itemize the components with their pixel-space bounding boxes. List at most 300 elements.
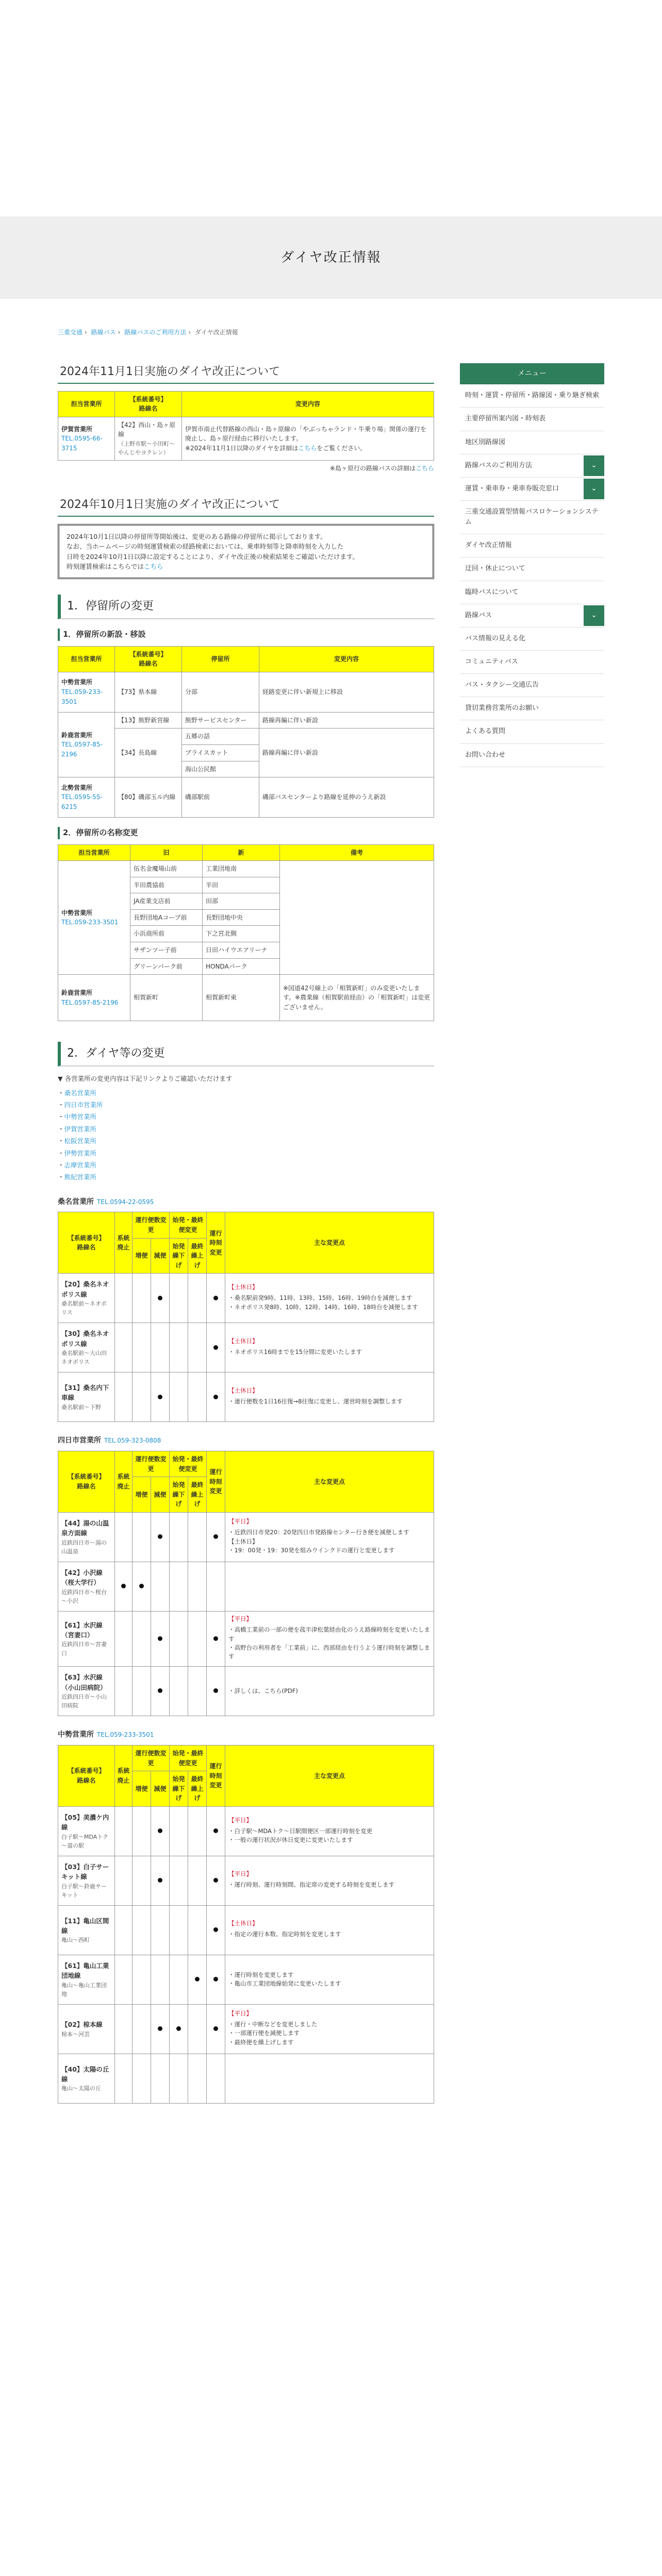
th-time-change: 運行時刻変更	[207, 1212, 225, 1274]
mark-cell	[188, 2054, 207, 2103]
th-stop: 停留所	[182, 646, 259, 672]
sidebar-item-label: 迂回・休止について	[465, 565, 525, 573]
mark-dot	[213, 1636, 218, 1641]
change-text: ・白子駅～MDAトク～日駅間便区一部運行時刻を変更 ・一般の運行状況が休日変更に変更いたします	[228, 1827, 373, 1844]
change-cell	[225, 1372, 434, 1422]
mark-cell	[133, 1856, 151, 1905]
old-stop: グリーンパーク前	[130, 958, 203, 975]
route-name: 【11】亀山区間線	[61, 1917, 109, 1935]
th-office: 担当営業所	[58, 844, 130, 861]
sidebar-item-label: バス情報の見える化	[465, 634, 526, 642]
stops-sub2: 2．停留所の名称変更	[58, 827, 434, 839]
office-name: 北勢営業所	[61, 784, 93, 791]
office-heading	[58, 1730, 434, 1741]
mark-cell	[188, 1955, 207, 2004]
office-tel-link[interactable]: TEL.059-233-3501	[61, 919, 119, 926]
th-route: 【系統番号】 路線名	[58, 1212, 115, 1274]
mark-cell	[188, 1806, 207, 1856]
new-stop: 工業団地南	[203, 861, 280, 877]
mark-dot	[158, 1688, 162, 1693]
change-text: ・運行時刻、運行時刻間、指定席の変更する時刻を変更します	[228, 1881, 394, 1889]
mark-dot	[158, 1878, 162, 1883]
th-last: 最終繰上げ	[188, 1771, 207, 1807]
th-inc: 増便	[133, 1238, 151, 1274]
mark-cell	[188, 1323, 207, 1372]
mark-cell	[115, 1612, 133, 1667]
new-stop: 田部	[203, 893, 280, 910]
mark-dot	[158, 2026, 162, 2031]
mark-cell	[188, 1274, 207, 1323]
mark-cell	[151, 1667, 170, 1716]
mark-cell	[207, 1562, 225, 1612]
mark-cell	[133, 2054, 151, 2103]
table-row	[58, 777, 434, 818]
notice-line-2: なお、当ホームページの時刻運賃検索の経路検索においては、乗車時刻等と降車時刻を入力した	[67, 543, 344, 551]
sidebar-item-label: 貸切業務営業所のお願い	[465, 704, 539, 713]
sidebar-item-label: よくある質問	[465, 727, 506, 736]
mark-cell	[115, 1562, 133, 1612]
mark-cell	[133, 1372, 151, 1422]
route-name: 【42】小沢線（桜大学行）	[61, 1569, 103, 1587]
mark-cell	[115, 1905, 133, 1955]
office-link-kuwana[interactable]: 桑名営業所	[64, 1089, 97, 1097]
table-row	[58, 1274, 434, 1323]
mark-cell	[207, 2054, 225, 2103]
diagram-intro: ▼ 各営業所の変更内容は下記リンクよりご確認いただけます	[58, 1075, 233, 1083]
mark-cell	[207, 1955, 225, 2004]
breadcrumb-item-home[interactable]: 三重交通	[58, 329, 83, 336]
change-cell	[225, 1562, 434, 1612]
change-tag: 【平日】	[228, 1518, 252, 1526]
mark-cell	[115, 1856, 133, 1905]
office-tel-link[interactable]: TEL.0595-55-6215	[61, 793, 103, 811]
th-main: 主な変更点	[225, 1745, 434, 1806]
sidebar-item-label: 路線バス	[465, 611, 492, 619]
change-text: 磯部バスセンターより路線を延伸のうえ新設	[259, 777, 434, 818]
sidebar-item[interactable]	[460, 720, 604, 743]
sidebar-item[interactable]	[460, 557, 604, 581]
mark-cell	[151, 1955, 170, 2004]
table-row	[58, 1667, 434, 1716]
mark-dot	[213, 1927, 218, 1932]
mark-cell	[170, 1372, 188, 1422]
new-stop: 相賀新町東	[203, 975, 280, 1021]
table-row	[58, 1372, 434, 1422]
route-name: 【63】水沢線（小山田病院）	[61, 1673, 107, 1691]
table-row	[58, 1806, 434, 1856]
mark-cell	[170, 1323, 188, 1372]
office-tables	[58, 1197, 434, 2104]
route-sub: （上野市駅～小田町～やんじやヨクレン）	[118, 440, 175, 456]
th-office: 担当営業所	[58, 646, 115, 672]
mark-cell	[170, 1905, 188, 1955]
office-name: 鈴鹿営業所	[61, 731, 93, 739]
new-stop: 日田ハイウエアリーナ	[203, 942, 280, 959]
route-name: 【31】桑名内下車線	[61, 1383, 109, 1402]
new-stop: HONDAパーク	[203, 958, 280, 975]
mark-cell	[133, 1612, 151, 1667]
route-sub: 白子駅～MDAトク～道の駅	[61, 1833, 109, 1849]
office-tel-link[interactable]: TEL.059-233-3501	[61, 688, 103, 705]
change-tag: 【平日】	[228, 1615, 252, 1623]
mark-cell	[207, 1905, 225, 1955]
change-text-2: ※2024年11月1日以降のダイヤを詳細は	[185, 444, 299, 452]
sidebar-item[interactable]	[460, 454, 604, 478]
diagram-change-table	[58, 1745, 434, 2104]
sidebar-item[interactable]	[460, 604, 604, 628]
mark-dot	[213, 1878, 218, 1883]
mark-cell	[207, 1274, 225, 1323]
nov-th-change: 変更内容	[182, 391, 434, 417]
notice-line-1: 2024年10月1日以降の停留所等開始後は、変更のある路線の停留所に掲示しております。	[67, 532, 327, 540]
route-name: 【42】西山・島ヶ原線	[118, 421, 176, 438]
sidebar-item[interactable]	[460, 501, 604, 534]
table-row	[58, 1955, 434, 2004]
stops-sub1: 1．停留所の新設・移設	[58, 629, 434, 640]
mark-cell	[133, 1955, 151, 2004]
mark-cell	[151, 1274, 170, 1323]
change-cell	[225, 1667, 434, 1716]
mark-cell	[188, 1562, 207, 1612]
th-time-change: 運行時刻変更	[207, 1451, 225, 1513]
office-tel-link[interactable]: TEL.0595-66-3715	[61, 435, 103, 452]
nov-th-route: 【系統番号】 路線名	[115, 391, 182, 417]
notice-line-4: 時刻運賃検索はこちらでは	[67, 562, 144, 570]
route-sub: 椋本～河芸	[61, 2030, 90, 2038]
sidebar-item-label: ダイヤ改正情報	[465, 541, 512, 550]
sidebar-item[interactable]	[460, 628, 604, 651]
stop-name: 分部	[182, 672, 259, 712]
change-cell	[225, 1905, 434, 1955]
route-sub: 亀山～太陽の丘	[61, 2085, 101, 2092]
th-inc: 増便	[133, 1477, 151, 1513]
old-stop: 小浜商所前	[130, 926, 203, 942]
change-text-3: をご覧ください。	[317, 444, 367, 452]
mark-cell	[151, 1513, 170, 1562]
sidebar-item[interactable]	[460, 408, 604, 431]
breadcrumb-item-bus[interactable]: 路線バス	[91, 329, 116, 336]
nov-note	[58, 464, 434, 473]
old-stop: 長野団地Aコープ前	[130, 909, 203, 926]
change-tag: 【平日】	[228, 1816, 252, 1824]
th-schedule: 運行便数変更	[133, 1212, 170, 1238]
stops-heading: 1．停留所の変更	[58, 595, 434, 619]
new-stop: 半田	[203, 877, 280, 893]
route-name: 【61】亀山工業団地線	[61, 1962, 109, 1980]
sidebar-item-label: 主要停留所案内図・時刻表	[465, 415, 546, 423]
change-text: ・連行便数を1日16往復→8往復に変更し、運営時刻を調整します	[228, 1397, 403, 1405]
mark-cell	[170, 1806, 188, 1856]
mark-cell	[170, 1612, 188, 1667]
route-sub: 亀山～亀山工業団地	[61, 1981, 107, 1997]
change-tag: 【土休日】	[228, 1337, 258, 1345]
route-name: 【03】白子サーキット線	[61, 1863, 109, 1881]
mark-dot	[139, 1584, 144, 1588]
change-cell	[225, 1274, 434, 1323]
diagram-heading: 2．ダイヤ等の変更	[58, 1042, 434, 1066]
mark-cell	[133, 1562, 151, 1612]
route-name: 【44】湯の山温泉方面線	[61, 1519, 109, 1537]
mark-cell	[115, 1955, 133, 2004]
th-route: 【系統番号】 路線名	[115, 646, 182, 672]
th-time: 始発・最終便変更	[170, 1745, 207, 1771]
change-text: ・指定の運行本数、指定時刻を変更します	[228, 1930, 341, 1938]
mark-cell	[133, 1274, 151, 1323]
page-title: ダイヤ改正情報	[280, 249, 382, 265]
mark-cell	[115, 1323, 133, 1372]
table-row	[58, 728, 434, 745]
sidebar-item[interactable]	[460, 431, 604, 454]
mark-dot	[176, 2026, 181, 2031]
th-main: 主な変更点	[225, 1212, 434, 1274]
mark-cell	[151, 1905, 170, 1955]
route-sub: 桑名駅前～ネオポリス	[61, 1300, 107, 1316]
mark-cell	[170, 1513, 188, 1562]
sidebar-item-label: 運賃・乗車券・乗車券販売窓口	[465, 484, 559, 493]
th-first: 始発繰下げ	[170, 1771, 188, 1807]
mark-cell	[151, 1612, 170, 1667]
mark-cell	[188, 2004, 207, 2054]
sidebar-item-label: お問い合わせ	[465, 751, 506, 759]
th-time: 始発・最終便変更	[170, 1451, 207, 1477]
mark-cell	[170, 1562, 188, 1612]
mark-dot	[158, 1828, 162, 1833]
th-note: 備考	[280, 844, 434, 861]
route-sub: 近鉄四日市～桜台～小沢	[61, 1588, 107, 1604]
table-row	[58, 1905, 434, 1955]
stop-name: ブライスカット	[182, 745, 259, 761]
mark-dot	[158, 1296, 162, 1300]
page-hero	[0, 216, 662, 299]
breadcrumb: 三重交通 › 路線バス › 路線バスのご利用方法 › ダイヤ改正情報	[58, 329, 238, 336]
table-row	[58, 1562, 434, 1612]
change-tag: 【土休日】	[228, 1386, 258, 1394]
stop-name: 海山公民館	[182, 761, 259, 777]
sidebar-item[interactable]	[460, 651, 604, 674]
mark-cell	[115, 1806, 133, 1856]
mark-cell	[133, 1667, 151, 1716]
nov-heading: 2024年11月1日実施のダイヤ改正について	[58, 361, 434, 384]
office-name: 四日市営業所	[58, 1436, 101, 1445]
sidebar-item-label: バス・タクシー交通広告	[465, 681, 539, 689]
mark-cell	[133, 2004, 151, 2054]
sidebar-item-label: 三重交通設置型情報バスロケーションシステム	[465, 507, 599, 527]
mark-dot	[158, 1636, 162, 1641]
notice-line-3: 日時を2024年10月1日以降に設定することにより、ダイヤ改正後の検索結果をご確認いただけます。	[67, 552, 359, 561]
mark-cell	[115, 2054, 133, 2103]
mark-cell	[133, 1806, 151, 1856]
table-row	[58, 2004, 434, 2054]
route-sub: 近鉄四日市～宮妻口	[61, 1641, 107, 1657]
th-abolish: 系統廃止	[115, 1745, 133, 1806]
mark-cell	[170, 2004, 188, 2054]
mark-dot	[213, 2026, 218, 2031]
mark-dot	[213, 1828, 218, 1833]
mark-cell	[207, 1612, 225, 1667]
office-link-iga[interactable]: 伊賀営業所	[64, 1125, 97, 1133]
sidebar-item[interactable]	[460, 384, 604, 408]
route-name: 【40】太陽の丘線	[61, 2065, 109, 2083]
change-cell	[225, 1323, 434, 1372]
mark-cell	[151, 1856, 170, 1905]
office-name: 鈴鹿営業所	[61, 989, 93, 997]
change-text: ・詳しくは、こちら(PDF)	[228, 1687, 298, 1695]
table-row	[58, 417, 434, 460]
office-link-ise[interactable]: 伊勢営業所	[64, 1149, 97, 1157]
mark-cell	[188, 1513, 207, 1562]
office-heading	[58, 1435, 434, 1447]
th-change: 変更内容	[259, 646, 434, 672]
change-text: 経路変更に伴い新規上に移設	[259, 672, 434, 712]
mark-cell	[133, 1905, 151, 1955]
office-link-list: ・桑名営業所 ・四日市営業所 ・中勢営業所 ・伊賀営業所 ・松阪営業所 ・伊勢営業所 ・志摩営業所 ・熊紀営業所	[58, 1089, 103, 1181]
mark-cell	[207, 1806, 225, 1856]
change-cell	[225, 1513, 434, 1562]
route-sub: 近鉄四日市～湯の山温泉	[61, 1539, 107, 1555]
mark-cell	[151, 1372, 170, 1422]
chevron-down-icon[interactable]: ⌄	[584, 605, 604, 626]
mark-cell	[115, 1274, 133, 1323]
change-text: ・運行・中断などを変更しました ・一部運行便を減便します ・最終便を繰上げします	[228, 2021, 318, 2046]
notice-link[interactable]: こちら	[143, 562, 163, 570]
note-text: ※国道42号線上の「相賀新町」のみ変更いたします。※農業線（相賀駅前経由）の「相賀新町」は変更ございません。	[280, 975, 434, 1021]
office-link-matsusaka[interactable]: 松阪営業所	[64, 1137, 97, 1145]
mark-cell	[188, 1667, 207, 1716]
sidebar-item-label: 時刻・運賃・停留所・路線図・乗り継ぎ検索	[465, 392, 600, 400]
route-name: 【34】長島線	[115, 728, 182, 777]
office-tel-link[interactable]: TEL.0597-85-2196	[61, 741, 103, 758]
mark-cell	[115, 1513, 133, 1562]
old-stop: 伍名金魔場山前	[130, 861, 203, 877]
th-schedule: 運行便数変更	[133, 1745, 170, 1771]
sidebar-item[interactable]	[460, 534, 604, 557]
stops-rename-table	[58, 844, 434, 1022]
office-name: 中勢営業所	[61, 679, 93, 686]
route-sub: 近鉄四日市～小山田病院	[61, 1693, 107, 1709]
sidebar-item-label: 路線バスのご利用方法	[465, 461, 533, 469]
table-row	[58, 1856, 434, 1905]
mark-cell	[151, 1323, 170, 1372]
office-link-chusei[interactable]: 中勢営業所	[64, 1113, 97, 1121]
office-link-yokkaichi[interactable]: 四日市営業所	[64, 1101, 103, 1109]
table-row	[58, 861, 434, 877]
top-blank-area	[0, 0, 662, 216]
th-main: 主な変更点	[225, 1451, 434, 1513]
office-name: 桑名営業所	[58, 1197, 94, 1206]
chevron-down-icon[interactable]: ⌄	[584, 479, 604, 499]
oct-heading: 2024年10月1日実施のダイヤ改正について	[58, 494, 434, 517]
sidebar	[460, 348, 604, 2104]
mark-dot	[195, 1977, 200, 1981]
table-row	[58, 975, 434, 1021]
mark-dot	[213, 1534, 218, 1539]
sidebar-item[interactable]	[460, 581, 604, 604]
oct-notice-box	[58, 524, 434, 580]
th-last: 最終繰上げ	[188, 1238, 207, 1274]
mark-cell	[151, 1562, 170, 1612]
mark-dot	[121, 1584, 126, 1588]
change-text: ・桑名駅前発9時、11時、13時、15時、16時、19時台を減便します ・ネオポリス発8時、10時、12時、14時、16時、18時台を減便します	[228, 1294, 418, 1311]
change-text: ・ネオポリス16時までを15分間に変更いたします	[228, 1348, 362, 1355]
change-text: ・近鉄四日市発20：20発四日市発路線センター行き便を減便します 【土休日】 ・19：00発・19：30発を組みウインクドの運行と変更します	[228, 1529, 409, 1554]
sidebar-item[interactable]	[460, 674, 604, 697]
stop-name: 五郷の話	[182, 728, 259, 745]
mark-cell	[170, 2054, 188, 2103]
route-sub: 桑名駅前～下野	[61, 1403, 101, 1411]
route-sub: 桑名駅前～大山田ネオポリス	[61, 1350, 107, 1366]
nov-note-link[interactable]: こちら	[415, 465, 434, 472]
sidebar-item[interactable]	[460, 744, 604, 767]
mark-cell	[115, 1372, 133, 1422]
th-route: 【系統番号】 路線名	[58, 1451, 115, 1513]
mark-cell	[188, 1612, 207, 1667]
mark-cell	[188, 1905, 207, 1955]
office-name: 伊賀営業所	[61, 425, 93, 433]
office-link-shima[interactable]: 志摩営業所	[64, 1161, 97, 1169]
office-tel-link[interactable]: TEL.059-323-0808	[104, 1437, 161, 1445]
table-row	[58, 672, 434, 712]
th-abolish: 系統廃止	[115, 1451, 133, 1513]
breadcrumb-item-current: ダイヤ改正情報	[194, 329, 238, 336]
office-tel-link[interactable]: TEL.0597-85-2196	[61, 998, 119, 1006]
table-row	[58, 2054, 434, 2103]
sidebar-item-label: 臨時バスについて	[465, 588, 519, 596]
table-row	[58, 1323, 434, 1372]
route-name: 【80】磯部玉ル内線	[115, 777, 182, 818]
office-tel-link[interactable]: TEL.0594-22-0595	[97, 1198, 154, 1206]
old-stop: 半田農協前	[130, 877, 203, 893]
old-stop: 相賀新町	[130, 975, 203, 1021]
mark-cell	[115, 1667, 133, 1716]
office-name: 中勢営業所	[58, 1731, 94, 1739]
table-row	[58, 1513, 434, 1562]
th-dec: 減便	[151, 1238, 170, 1274]
nov-table	[58, 391, 434, 461]
mark-cell	[207, 1667, 225, 1716]
route-name: 【30】桑名ネオポリス線	[61, 1330, 109, 1348]
mark-cell	[207, 2004, 225, 2054]
mark-cell	[151, 2054, 170, 2103]
th-time-change: 運行時刻変更	[207, 1745, 225, 1806]
sidebar-item-label: 地区別路線図	[465, 438, 506, 446]
th-time: 始発・最終便変更	[170, 1212, 207, 1238]
change-tag: 【土休日】	[228, 1920, 258, 1927]
sidebar-item[interactable]	[460, 697, 604, 720]
change-cell	[225, 1806, 434, 1856]
table-row	[58, 712, 434, 728]
th-first: 始発繰下げ	[170, 1477, 188, 1513]
mark-cell	[207, 1513, 225, 1562]
change-cell	[225, 1612, 434, 1667]
sidebar-item[interactable]	[460, 478, 604, 501]
stop-name: 磯部駅前	[182, 777, 259, 818]
mark-cell	[188, 1372, 207, 1422]
office-link-kumaki[interactable]: 熊紀営業所	[64, 1173, 97, 1181]
th-inc: 増便	[133, 1771, 151, 1807]
change-link[interactable]: こちら	[298, 444, 317, 452]
change-text: ・運行時刻を変更します ・亀山市工業団地線始発に変更いたします	[228, 1971, 341, 1988]
change-cell	[225, 2054, 434, 2103]
chevron-down-icon[interactable]: ⌄	[584, 455, 604, 476]
office-tel-link[interactable]: TEL.059-233-3501	[97, 1731, 154, 1739]
route-sub: 亀山～西町	[61, 1937, 90, 1944]
breadcrumb-item-usage[interactable]: 路線バスのご利用方法	[124, 329, 187, 336]
mark-cell	[207, 1372, 225, 1422]
route-name: 【02】椋本線	[61, 2021, 103, 2029]
mark-dot	[158, 1534, 162, 1539]
th-old: 旧	[130, 844, 203, 861]
mark-dot	[213, 1395, 218, 1399]
